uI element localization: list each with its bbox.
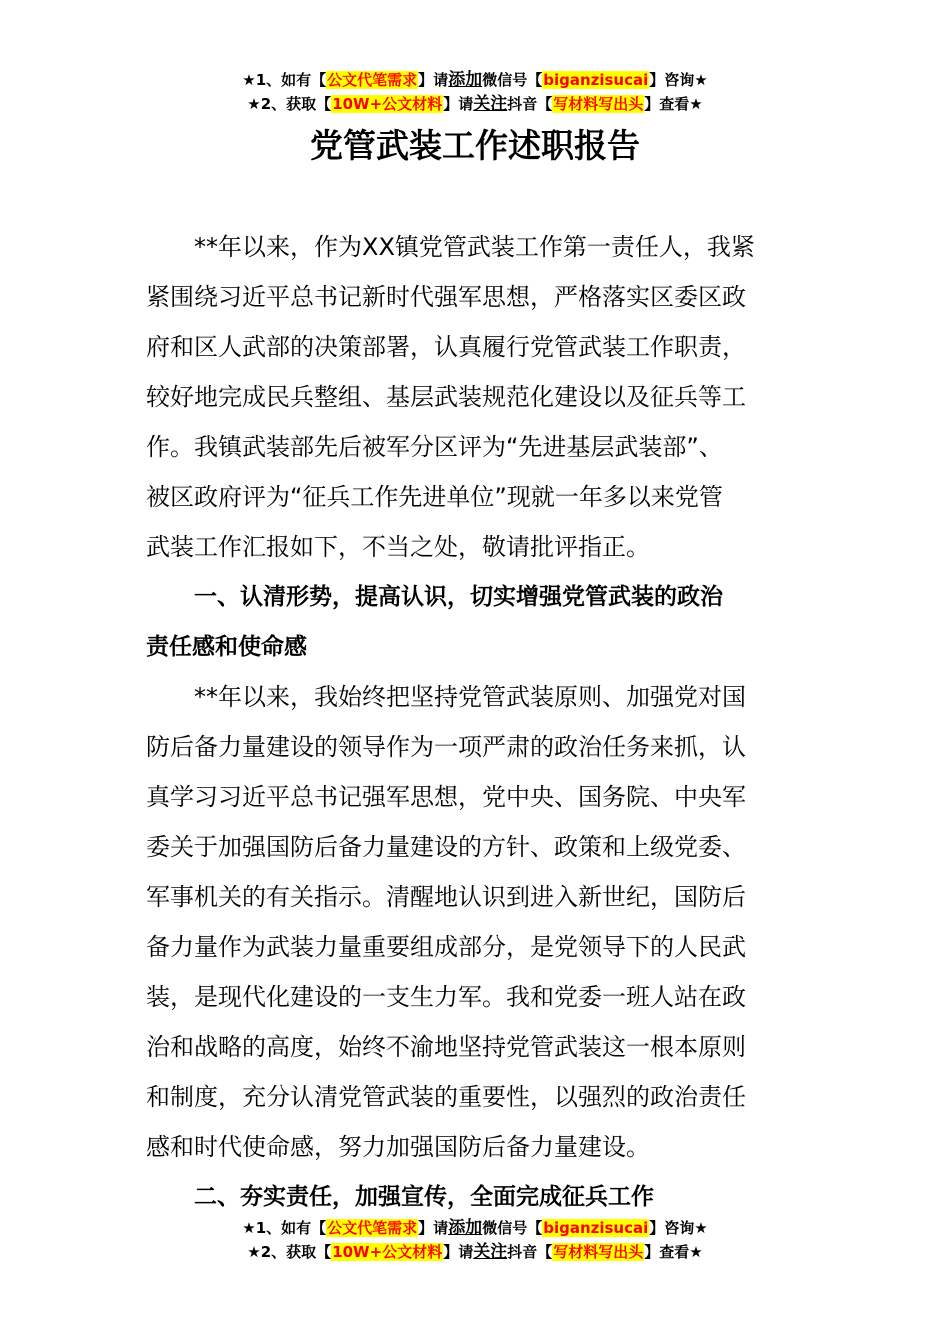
- banner-text: 】查看★: [644, 1243, 703, 1261]
- section-heading: 二、夯实责任，加强宣传，全面完成征兵工作: [194, 1184, 654, 1210]
- highlight-text: 公文代笔需求: [327, 1219, 418, 1237]
- banner-text: 微信号【: [482, 71, 543, 89]
- banner-text: 微信号【: [482, 1219, 543, 1237]
- banner-text: 】查看★: [644, 95, 703, 113]
- banner-line-2: [0, 1240, 950, 1264]
- banner-text: 】咨询★: [649, 71, 708, 89]
- banner-text: 抖音【: [507, 1243, 553, 1261]
- bottom-promo-banner: [0, 1216, 950, 1264]
- underlined-text: 关注: [473, 1242, 508, 1262]
- highlight-text: 公文代笔需求: [327, 71, 418, 89]
- banner-text: ★2、获取【: [247, 1243, 332, 1261]
- highlight-text: 写材料写出头: [553, 95, 644, 113]
- banner-text: 】请: [418, 71, 449, 89]
- highlight-text: biganzisucai: [543, 71, 649, 89]
- banner-line-1: [0, 68, 950, 92]
- highlight-text: 10W+公文材料: [332, 1243, 443, 1261]
- underlined-text: 添加: [448, 1218, 483, 1238]
- paragraph: **年以来，我始终把坚持党管武装原则、加强党对国 防后备力量建设的领导作为一项严肃的政治任务来抓，认 真学习习近平总书记强军思想，党中央、国务院、中央军 委关于加强国防后备力量建设的方针、政策和上级党委、 军事机关的有关指示。清醒地认识到进入新世纪，国防后 备力量作为武装力量重要组成部分，是党领导下的人民武 装，是现代化建设的一支生力军。我和党委一班人站在政 治和战略的高度，始终不渝地坚持党管武装这一根本原则 和制度，充分认清党管武装的重要性，以强烈的政治责任 感和时代使命感，努力加强国防后备力量建设。: [146, 683, 746, 1161]
- underlined-text: 添加: [448, 70, 483, 90]
- highlight-text: 10W+公文材料: [332, 95, 443, 113]
- banner-text: 】请: [443, 1243, 474, 1261]
- banner-text: 抖音【: [507, 95, 553, 113]
- banner-text: 】咨询★: [649, 1219, 708, 1237]
- section-heading: 一、认清形势，提高认识，切实增强党管武装的政治 责任感和使命感: [146, 584, 723, 660]
- banner-text: ★2、获取【: [247, 95, 332, 113]
- paragraph: **年以来，作为XX镇党管武装工作第一责任人，我紧 紧围绕习近平总书记新时代强军思想，严格落实区委区政 府和区人武部的决策部署，认真履行党管武装工作职责， 较好地完成民兵整组、基层武装规范化建设以及征兵等工 作。我镇武装部先后被军分区评为“先进基层武装部”、 被区政府评为“征兵工作先进单位”现就一年多以来党管 武装工作汇报如下，不当之处，敬请批评指正。: [146, 233, 755, 561]
- highlight-text: biganzisucai: [543, 1219, 649, 1237]
- banner-line-2: [0, 92, 950, 116]
- banner-line-1: [0, 1216, 950, 1240]
- banner-text: ★1、如有【: [242, 71, 327, 89]
- banner-text: ★1、如有【: [242, 1219, 327, 1237]
- document-title: 党管武装工作述职报告: [310, 126, 640, 165]
- document-body: [146, 222, 806, 1222]
- top-promo-banner: [0, 68, 950, 116]
- banner-text: 】请: [418, 1219, 449, 1237]
- banner-text: 】请: [443, 95, 474, 113]
- underlined-text: 关注: [473, 94, 508, 114]
- highlight-text: 写材料写出头: [553, 1243, 644, 1261]
